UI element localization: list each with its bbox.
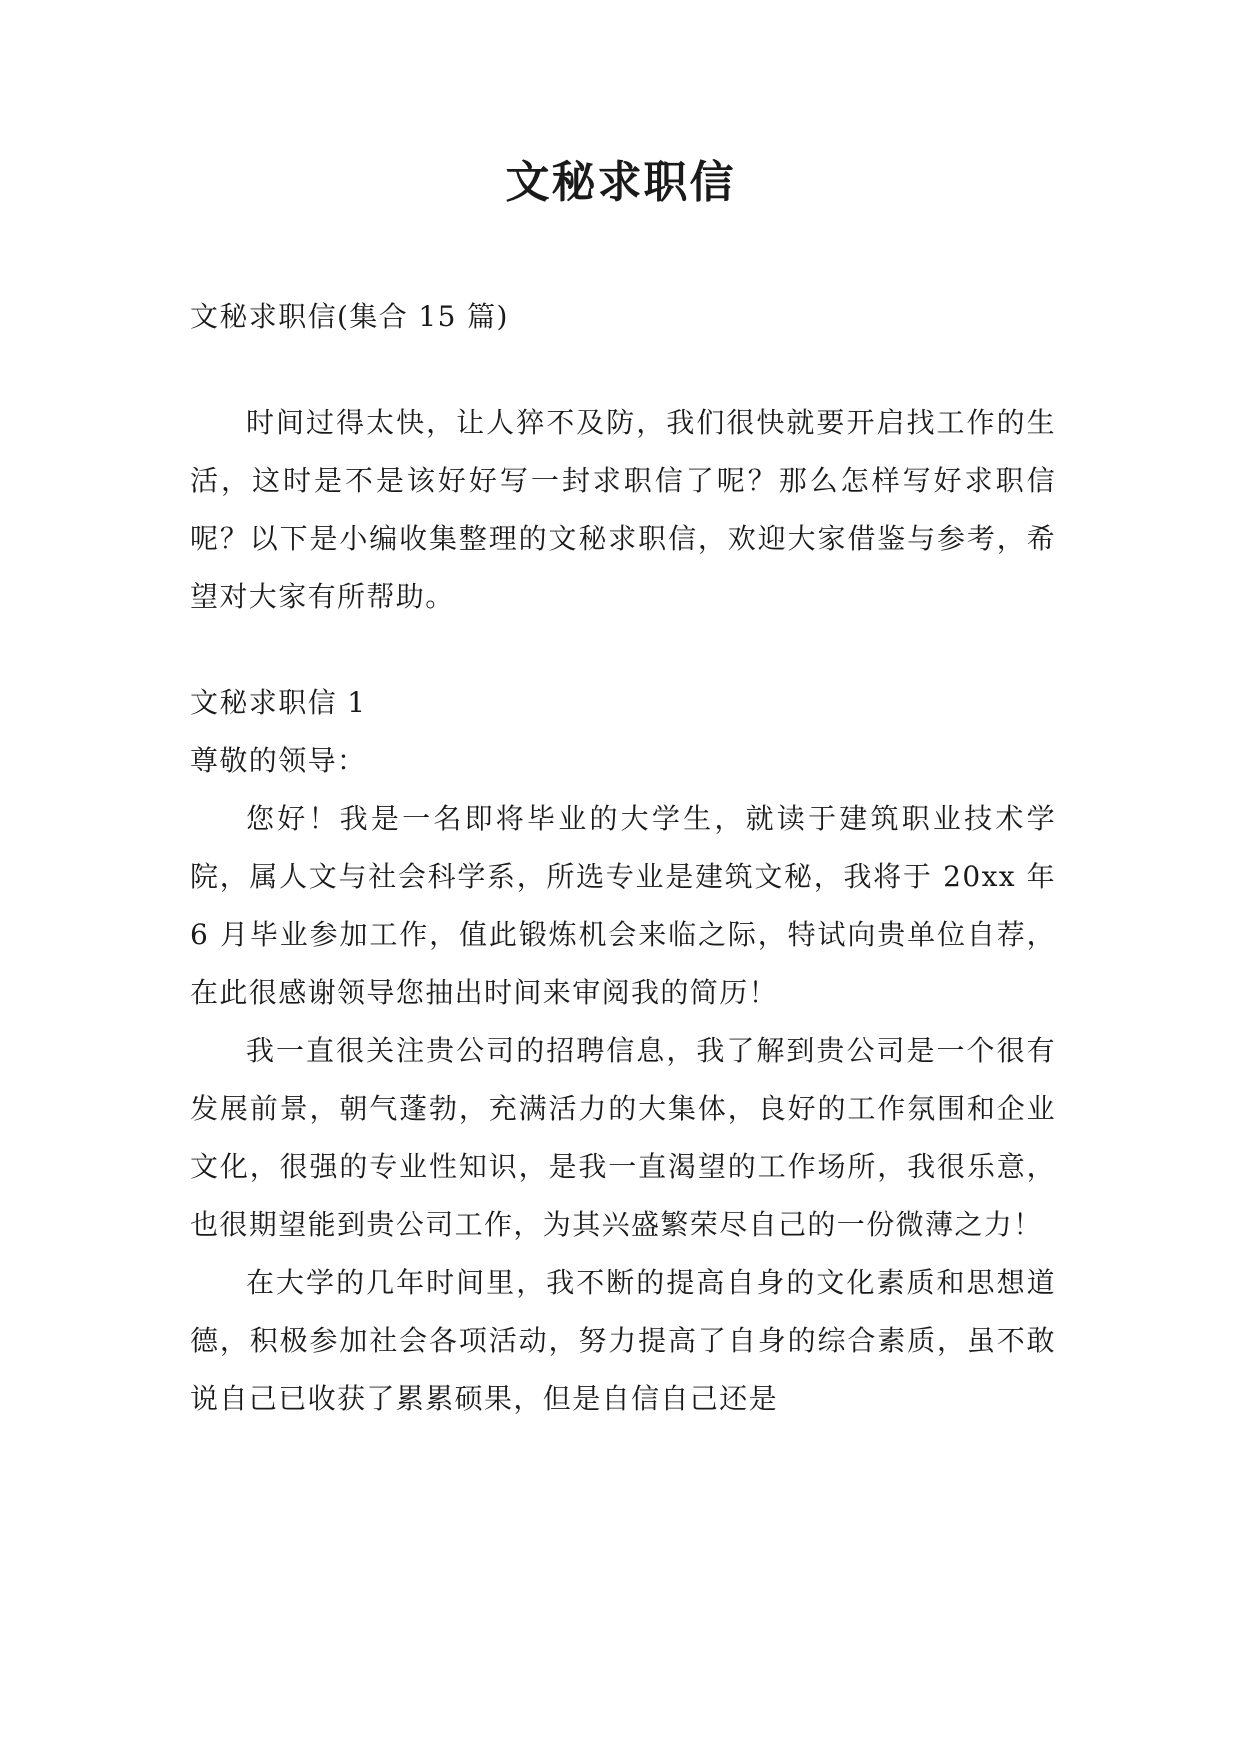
intro-paragraph: 时间过得太快，让人猝不及防，我们很快就要开启找工作的生活，这时是不是该好好写一封求职信了呢？那么怎样写好求职信呢？以下是小编收集整理的文秘求职信，欢迎大家借鉴与参考，希望对大家有所帮助。 bbox=[190, 406, 1056, 613]
section-heading: 文秘求职信 1 bbox=[190, 686, 367, 719]
body-paragraph: 在大学的几年时间里，我不断的提高自身的文化素质和思想道德，积极参加社会各项活动，努力提高了自身的综合素质，虽不敢说自己已收获了累累硕果，但是自信自己还是 bbox=[190, 1266, 1056, 1415]
salutation: 尊敬的领导： bbox=[190, 744, 367, 777]
document-body bbox=[190, 288, 1056, 1428]
body-paragraph: 我一直很关注贵公司的招聘信息，我了解到贵公司是一个很有发展前景，朝气蓬勃，充满活力的大集体，良好的工作氛围和企业文化，很强的专业性知识，是我一直渴望的工作场所，我很乐意，也很期望能到贵公司工作，为其兴盛繁荣尽自己的一份微薄之力！ bbox=[190, 1034, 1056, 1241]
spacer bbox=[190, 346, 1056, 394]
spacer bbox=[190, 626, 1056, 674]
document-subtitle: 文秘求职信(集合 15 篇) bbox=[190, 300, 509, 333]
body-paragraph: 您好！我是一名即将毕业的大学生，就读于建筑职业技术学院，属人文与社会科学系，所选专业是建筑文秘，我将于 20xx 年 6 月毕业参加工作，值此锻炼机会来临之际，特试向贵单位自荐，在此很感谢领导您抽出时间来审阅我的简历！ bbox=[190, 802, 1056, 1009]
document-title: 文秘求职信 bbox=[505, 157, 736, 208]
